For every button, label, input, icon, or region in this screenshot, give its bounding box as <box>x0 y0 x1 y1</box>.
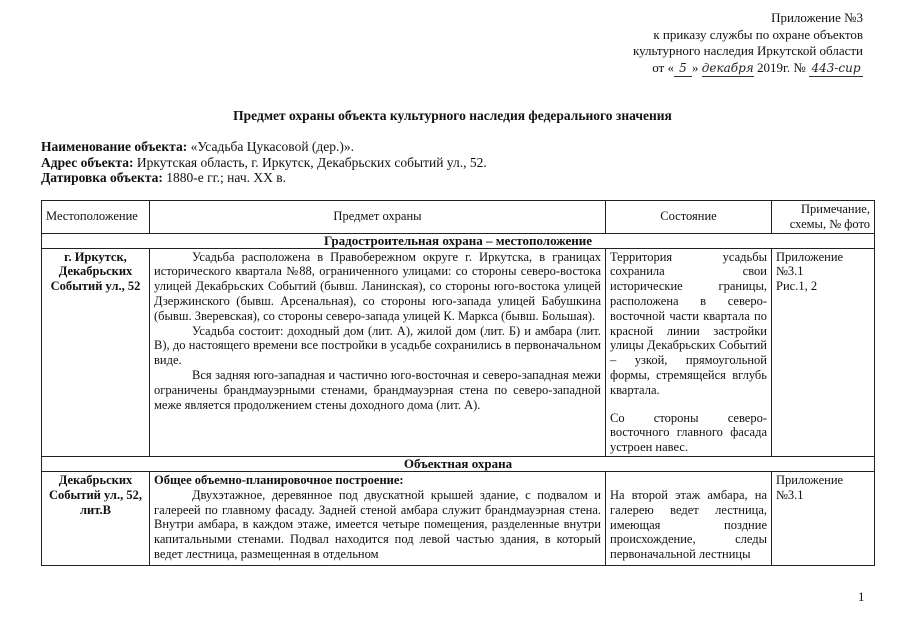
object-info <box>41 139 861 186</box>
note-line: Рис.1, 2 <box>776 279 818 294</box>
order-year-label: 2019г. № <box>756 59 806 75</box>
order-from-label: от « <box>652 59 674 75</box>
object-name-value: «Усадьба Цукасовой (дер.)». <box>187 139 355 154</box>
appendix-line-2: к приказу службы по охране объектов <box>653 26 863 42</box>
appendix-header <box>483 10 863 77</box>
object-name-label: Наименование объекта: <box>41 139 188 154</box>
appendix-order-line <box>483 60 863 78</box>
object-date-label: Датировка объекта: <box>41 170 163 185</box>
order-close-quote: » <box>691 59 699 75</box>
note-line: Приложение №3.1 <box>776 472 844 502</box>
header-state: Состояние <box>606 201 772 234</box>
state-cell <box>606 471 772 565</box>
subject-clip <box>154 472 601 561</box>
header-subject: Предмет охраны <box>150 201 606 234</box>
header-note: Примечание, схемы, № фото <box>772 201 875 234</box>
header-location: Местоположение <box>42 201 150 234</box>
handwritten-month: декабря <box>702 60 754 78</box>
section-row <box>42 456 875 471</box>
subject-paragraph: Усадьба состоит: доходный дом (лит. А), жилой дом (лит. Б) и амбара (лит. В), до настоящего времени все постройки в усадьбе сохранились в первоначальном виде. <box>154 323 601 368</box>
object-date-value: 1880-е гг.; нач. XX в. <box>162 170 286 185</box>
note-cell <box>772 248 875 456</box>
section-title: Объектная охрана <box>42 456 875 471</box>
location-cell: г. Иркутск, Декабрьских Событий ул., 52 <box>42 248 150 456</box>
section-row <box>42 233 875 248</box>
subject-paragraph: Двухэтажное, деревянное под двускатной крышей здание, с подвалом и галереей по главному фасаду. Задней стеной амбара служит брандмауэрная стена. Внутри амбара, в каждом этаже, имеется четыре помещения, разделенные внутри капитальными стенами. Подвал находится под левой частью здания, в который ведет лестница, размещенная в отдельном <box>154 487 601 561</box>
note-line: Приложение №3.1 <box>776 249 844 279</box>
state-cell <box>606 248 772 456</box>
state-clip <box>610 488 767 564</box>
document-title: Предмет охраны объекта культурного наследия федерального значения <box>233 108 672 123</box>
location-cell <box>42 471 150 565</box>
subject-paragraph: Вся задняя юго-западная и частично юго-восточная и северо-западная межи ограничены брандмауэрными стенами, брандмауэрная стена по северо-западной меже является продолжением стены доходного дома (лит. А). <box>154 367 601 412</box>
handwritten-day: 5 <box>674 60 692 78</box>
object-name-line <box>41 139 861 155</box>
section-title: Градостроительная охрана – местоположение <box>42 233 875 248</box>
state-paragraph: Территория усадьбы сохранила свои исторические границы, расположена в северо-восточной части квартала по красной линии застройки улицы Декабрьских Событий – узкой, прямоугольной формы, стремящейся вглубь квартала. <box>610 249 767 397</box>
table-header-row <box>42 201 875 234</box>
page-number: 1 <box>858 589 865 604</box>
object-date-line <box>41 170 861 186</box>
subject-cell <box>150 471 606 565</box>
table-row <box>42 471 875 565</box>
note-cell <box>772 471 875 565</box>
object-address-label: Адрес объекта: <box>41 154 134 170</box>
subject-subheading: Общее объемно-планировочное построение: <box>154 472 404 487</box>
subject-cell <box>150 248 606 456</box>
object-address-line <box>41 155 861 171</box>
appendix-line-1: Приложение №3 <box>771 10 863 25</box>
subject-paragraph: Усадьба расположена в Правобережном округе г. Иркутска, в границах исторического квартала №88, ограниченного улицами: со стороны северо-востока улицей Декабрьских Событий (бывш. Ланинская), со стороны юго-востока улицей Дзержинского (бывш. Арсенальная), со стороны юго-запада улицей Бабушкина (бывш. Зверевская), со стороны северо-запада улицей К. Маркса (бывш. Большая). <box>154 249 601 323</box>
state-paragraph: Со стороны северо-восточного главного фасада устроен навес. <box>610 410 767 455</box>
handwritten-order-number: 443-сир <box>809 60 863 78</box>
object-address-value: Иркутская область, г. Иркутск, Декабрьских событий ул., 52. <box>133 154 487 170</box>
state-paragraph: На второй этаж амбара, на галерею ведет лестница, имеющая поздние происхождение, следы первоначальной лестницы <box>610 487 767 562</box>
location-text: Декабрьских Событий ул., 52, лит.В <box>49 472 142 517</box>
table-row <box>42 248 875 456</box>
appendix-line-3: культурного наследия Иркутской области <box>632 43 863 58</box>
protection-table <box>41 200 875 566</box>
